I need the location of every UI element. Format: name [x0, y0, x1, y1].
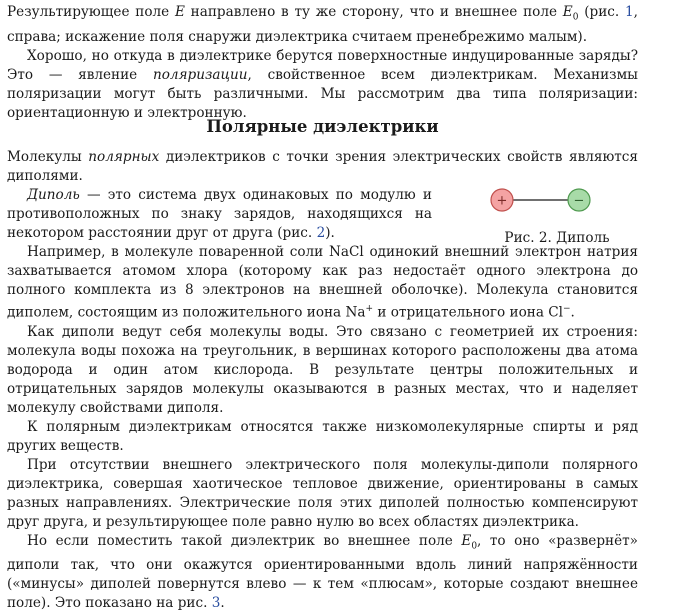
intro-paragraph-1: Результирующее поле E направлено в ту же сторону, что и внешнее поле $E_0$ (рис. 1, справа; искажение поля снаружи диэлектрика считаем пренебрежимо малым). — [7, 4, 638, 45]
body-paragraph-6: При отсутствии внешнего электрического поля молекулы-диполи полярного диэлектрика, совершая хаотическое тепловое движение, ориентированы в самых разных направлениях. Электрические поля этих диполей полностью компенсируют друг друга, и результирующее поле равно нулю во всех областях диэлектрика. — [7, 456, 638, 530]
figure-ref-2[interactable]: 2 — [316, 225, 326, 241]
body-paragraph-4: Как диполи ведут себя молекулы воды. Это связано с геометрией их строения: молекула воды похожа на треугольник, в вершинах которого расположены два атома водорода и один атом кислорода. В результате центры положительных и отрицательных зарядов молекулы оказываются в разных местах, что и наделяет молекулу свойствами диполя. — [7, 323, 638, 416]
intro-block — [7, 3, 638, 123]
plus-label: + — [496, 193, 508, 209]
body-paragraph-5: К полярным диэлектрикам относятся также низкомолекулярные спирты и ряд других веществ. — [7, 418, 638, 454]
body-paragraph-2: Диполь — это система двух одинаковых по модулю и противоположных по знаку зарядов, находящихся на некотором расстоянии друг от друга (рис. 2). — [7, 187, 432, 241]
figure-caption: Рис. 2. Диполь — [504, 230, 610, 246]
intro-paragraph-2: Хорошо, но откуда в диэлектрике берутся поверхностные индуцированные заряды? Это — явление поляризации, свойственное всем диэлектрикам. Механизмы поляризации могут быть различными. Мы рассмотрим два типа поляризации: ориентационную и электронную. — [7, 47, 638, 121]
figure-ref-1[interactable]: 1 — [625, 4, 634, 20]
minus-label: − — [573, 193, 585, 209]
dipole-diagram — [487, 180, 602, 220]
dipole-figure — [487, 180, 602, 260]
figure-ref-3[interactable]: 3 — [211, 595, 221, 612]
section-title: Полярные диэлектрики — [206, 117, 439, 136]
body-paragraph-3: Например, в молекуле поваренной соли NaCl одинокий внешний электрон натрия захватывается атомом хлора (которому как раз недостаёт одного электрона до полного комплекта из 8 электронов на внешней оболочке). Молекула становится диполем, состоящим из положительного иона Na+ и отрицательного иона Cl−. — [7, 244, 638, 321]
body-paragraph-7: Но если поместить такой диэлектрик во внешнее поле $E_0$, то оно «развернёт» диполи так, что они окажутся ориентированными вдоль линий напряжённости («минусы» диполей повернутся влево — к тем «плюсам», которые создают внешнее поле). Это показано на рис. 3. — [7, 532, 638, 612]
body-paragraph-1: Молекулы полярных диэлектриков с точки зрения электрических свойств являются диполями. — [7, 149, 638, 184]
